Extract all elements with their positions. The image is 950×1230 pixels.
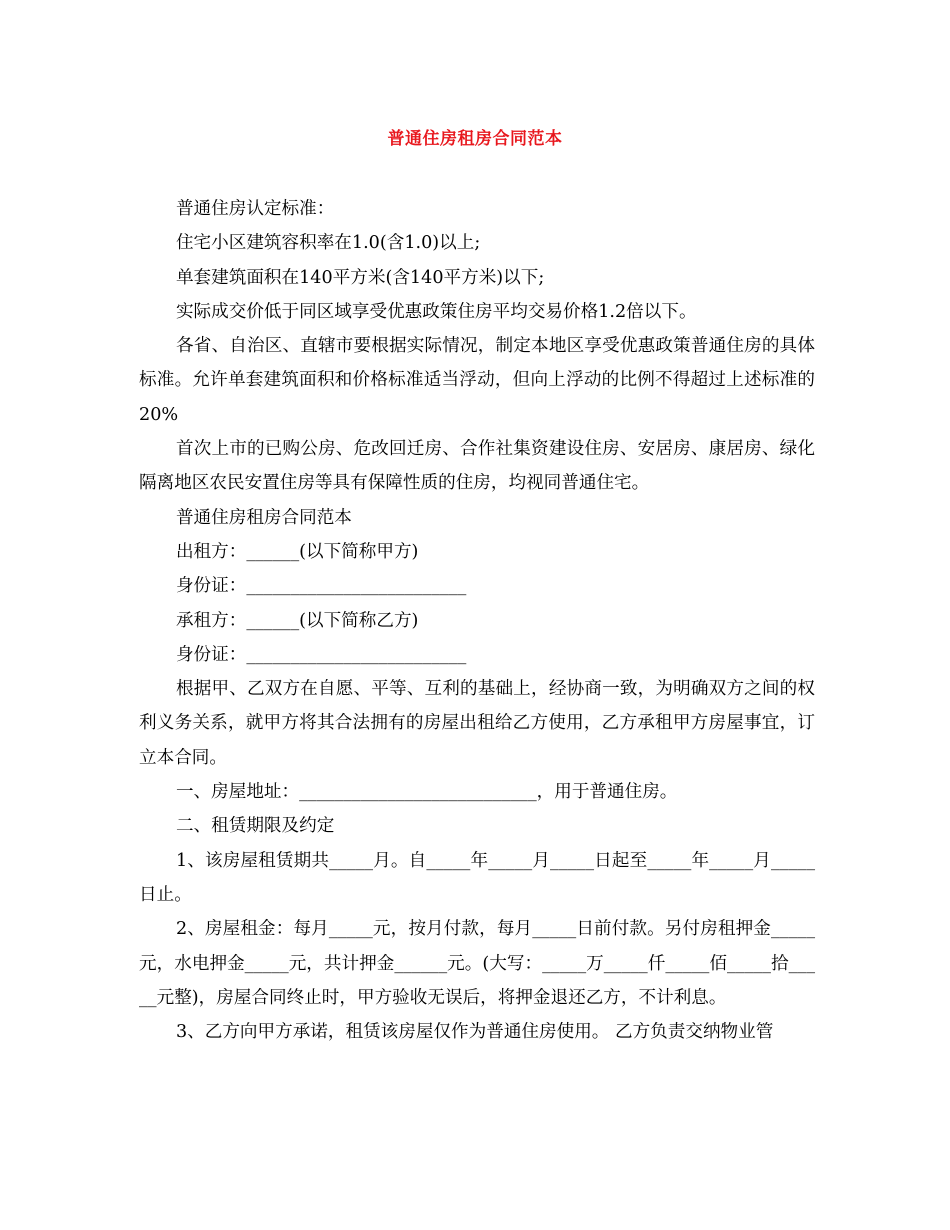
- document-title: 普通住房租房合同范本: [387, 129, 563, 149]
- provincial-standard-paragraph: 各省、自治区、直辖市要根据实际情况，制定本地区享受优惠政策普通住房的具体标准。允许单套建筑面积和价格标准适当浮动，但向上浮动的比例不得超过上述标准的20%: [139, 336, 815, 425]
- document-body: [139, 192, 815, 1049]
- first-listed-housing-paragraph: 首次上市的已购公房、危改回迁房、合作社集资建设住房、安居房、康居房、绿化隔离地区农民安置住房等具有保障性质的住房，均视同普通住宅。: [139, 439, 815, 494]
- clause-term-period: 1、该房屋租赁期共_____月。自_____年_____月_____日起至_____年_____月_____日止。: [139, 850, 815, 905]
- standard-price: 实际成交价低于同区域享受优惠政策住房平均交易价格1.2倍以下。: [175, 301, 697, 322]
- lessor-line: 出租方：______(以下简称甲方): [175, 541, 419, 562]
- clause-rent: 2、房屋租金：每月_____元，按月付款，每月_____日前付款。另付房租押金_____元，水电押金_____元，共计押金______元。(大写：_____万_____仟_____佰_____拾_____元整)，房屋合同终止时，甲方验收无误后，将押金退还乙方，不计利息。: [139, 919, 815, 1008]
- standard-plot-ratio: 住宅小区建筑容积率在1.0(含1.0)以上;: [175, 233, 481, 254]
- contract-subtitle: 普通住房租房合同范本: [175, 507, 352, 528]
- standard-heading: 普通住房认定标准：: [175, 199, 335, 219]
- standard-floor-area: 单套建筑面积在140平方米(含140平方米)以下;: [175, 267, 545, 288]
- clause-address: 一、房屋地址：___________________________，用于普通住房。: [175, 782, 678, 803]
- preamble-paragraph: 根据甲、乙双方在自愿、平等、互利的基础上，经协商一致，为明确双方之间的权利义务关系，就甲方将其合法拥有的房屋出租给乙方使用，乙方承租甲方房屋事宜，订立本合同。: [139, 679, 815, 768]
- lessee-id-line: 身份证：_________________________: [175, 644, 467, 665]
- lessee-line: 承租方：______(以下简称乙方): [175, 610, 419, 631]
- clause-usage: 3、乙方向甲方承诺，租赁该房屋仅作为普通住房使用。 乙方负责交纳物业管: [175, 1022, 774, 1043]
- lessor-id-line: 身份证：_________________________: [175, 576, 467, 597]
- clause-term-heading: 二、租赁期限及约定: [175, 816, 335, 837]
